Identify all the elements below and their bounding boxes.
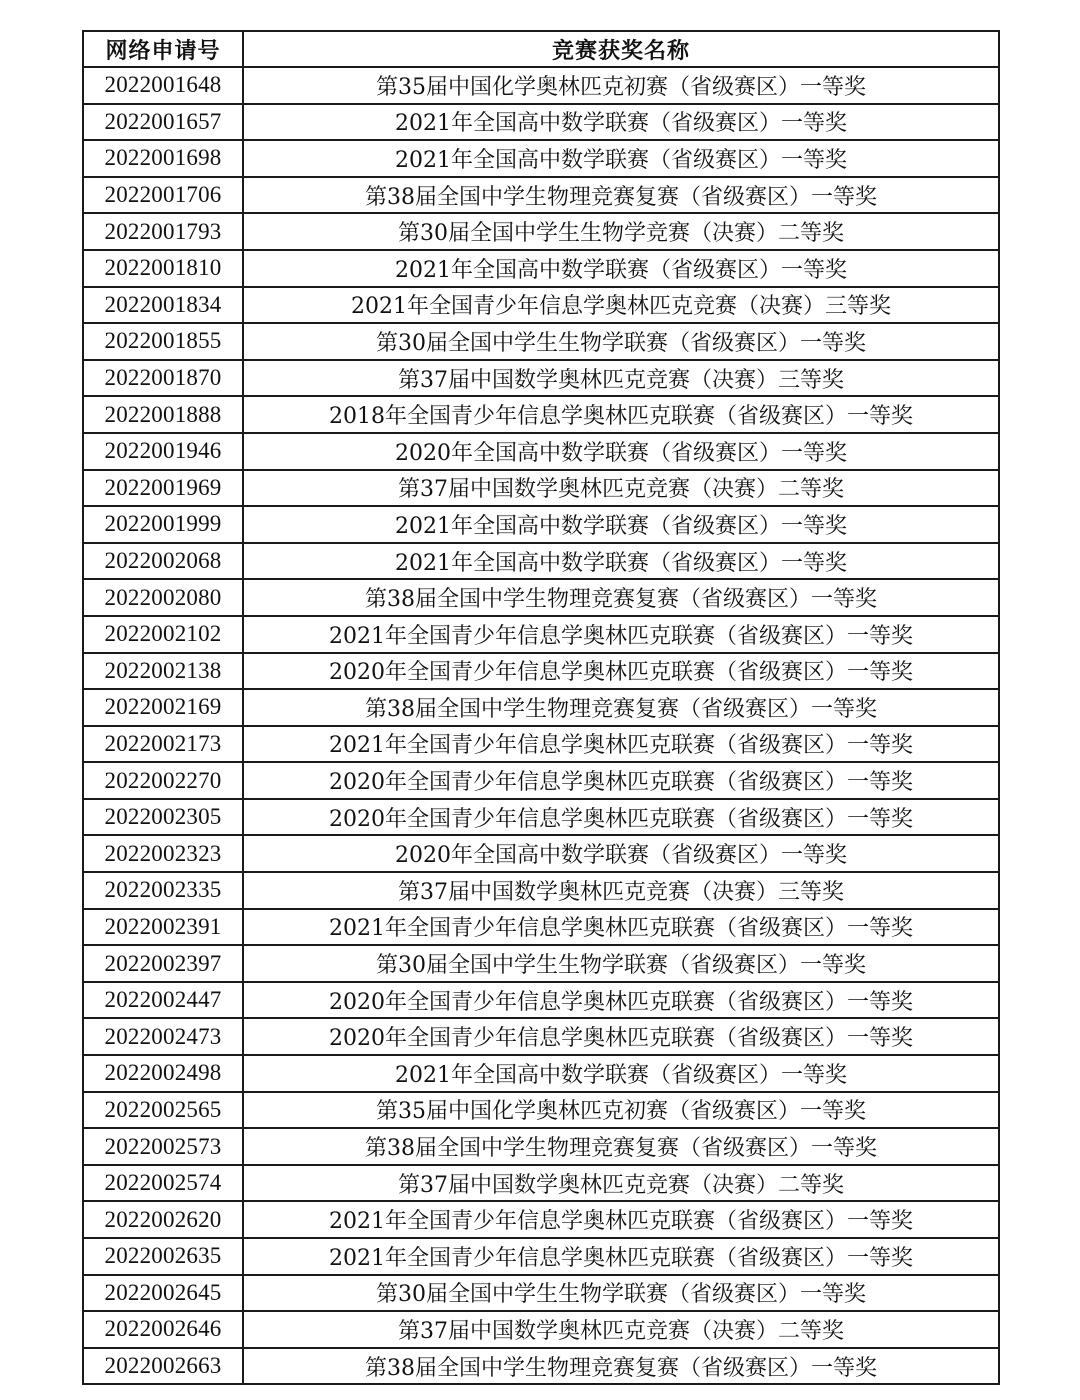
application-no-cell: 2022002645 (83, 1275, 243, 1312)
award-name-cell: 2021年全国高中数学联赛（省级赛区）一等奖 (243, 250, 999, 287)
application-no-cell: 2022002574 (83, 1165, 243, 1202)
table-row (83, 1018, 999, 1055)
table-row (83, 360, 999, 397)
application-no-cell: 2022001793 (83, 213, 243, 250)
application-no-cell: 2022002080 (83, 579, 243, 616)
award-name-cell: 2021年全国青少年信息学奥林匹克联赛（省级赛区）一等奖 (243, 1201, 999, 1238)
award-name-cell: 2021年全国青少年信息学奥林匹克联赛（省级赛区）一等奖 (243, 909, 999, 946)
application-no-cell: 2022001999 (83, 506, 243, 543)
table-row (83, 433, 999, 470)
award-name-cell: 2020年全国青少年信息学奥林匹克联赛（省级赛区）一等奖 (243, 799, 999, 836)
application-no-cell: 2022001706 (83, 177, 243, 214)
header-application-no: 网络申请号 (83, 31, 243, 67)
award-name-cell: 2021年全国青少年信息学奥林匹克竞赛（决赛）三等奖 (243, 287, 999, 324)
award-name-cell: 第37届中国数学奥林匹克竞赛（决赛）三等奖 (243, 360, 999, 397)
application-no-cell: 2022001888 (83, 396, 243, 433)
table-row (83, 1128, 999, 1165)
award-name-cell: 2020年全国青少年信息学奥林匹克联赛（省级赛区）一等奖 (243, 653, 999, 690)
table-row (83, 1238, 999, 1275)
application-no-cell: 2022001810 (83, 250, 243, 287)
table-row (83, 762, 999, 799)
application-no-cell: 2022001698 (83, 140, 243, 177)
application-no-cell: 2022001648 (83, 67, 243, 104)
application-no-cell: 2022002270 (83, 762, 243, 799)
table-row (83, 579, 999, 616)
application-no-cell: 2022001870 (83, 360, 243, 397)
table-row (83, 982, 999, 1019)
award-name-cell: 第38届全国中学生物理竞赛复赛（省级赛区）一等奖 (243, 579, 999, 616)
application-no-cell: 2022002169 (83, 689, 243, 726)
table-row (83, 945, 999, 982)
award-name-cell: 第37届中国数学奥林匹克竞赛（决赛）二等奖 (243, 470, 999, 507)
application-no-cell: 2022002397 (83, 945, 243, 982)
application-no-cell: 2022002620 (83, 1201, 243, 1238)
application-no-cell: 2022002323 (83, 835, 243, 872)
award-name-cell: 2020年全国青少年信息学奥林匹克联赛（省级赛区）一等奖 (243, 1018, 999, 1055)
award-name-cell: 2021年全国高中数学联赛（省级赛区）一等奖 (243, 1055, 999, 1092)
application-no-cell: 2022002305 (83, 799, 243, 836)
table-row (83, 1275, 999, 1312)
table-row (83, 616, 999, 653)
table-header (83, 31, 999, 67)
application-no-cell: 2022002138 (83, 653, 243, 690)
award-name-cell: 2018年全国青少年信息学奥林匹克联赛（省级赛区）一等奖 (243, 396, 999, 433)
table-row (83, 835, 999, 872)
table-row (83, 67, 999, 104)
table-row (83, 909, 999, 946)
table-row (83, 799, 999, 836)
table-row (83, 1348, 999, 1385)
award-name-cell: 第38届全国中学生物理竞赛复赛（省级赛区）一等奖 (243, 1128, 999, 1165)
table-row (83, 140, 999, 177)
award-name-cell: 第37届中国数学奥林匹克竞赛（决赛）二等奖 (243, 1311, 999, 1348)
award-name-cell: 第30届全国中学生生物学联赛（省级赛区）一等奖 (243, 945, 999, 982)
table-row (83, 470, 999, 507)
application-no-cell: 2022002473 (83, 1018, 243, 1055)
table-row (83, 1311, 999, 1348)
table-row (83, 177, 999, 214)
award-name-cell: 第30届全国中学生生物学联赛（省级赛区）一等奖 (243, 323, 999, 360)
application-no-cell: 2022002335 (83, 872, 243, 909)
header-award-name: 竞赛获奖名称 (243, 31, 999, 67)
award-name-cell: 第38届全国中学生物理竞赛复赛（省级赛区）一等奖 (243, 1348, 999, 1385)
application-no-cell: 2022001969 (83, 470, 243, 507)
table-row (83, 506, 999, 543)
table-row (83, 250, 999, 287)
table-row (83, 726, 999, 763)
award-name-cell: 第35届中国化学奥林匹克初赛（省级赛区）一等奖 (243, 1092, 999, 1129)
application-no-cell: 2022001855 (83, 323, 243, 360)
application-no-cell: 2022001657 (83, 104, 243, 141)
table-row (83, 1092, 999, 1129)
table-row (83, 323, 999, 360)
header-row (83, 31, 999, 67)
table-row (83, 689, 999, 726)
award-name-cell: 2020年全国青少年信息学奥林匹克联赛（省级赛区）一等奖 (243, 982, 999, 1019)
award-name-cell: 第35届中国化学奥林匹克初赛（省级赛区）一等奖 (243, 67, 999, 104)
application-no-cell: 2022002068 (83, 543, 243, 580)
application-no-cell: 2022002498 (83, 1055, 243, 1092)
award-name-cell: 2021年全国青少年信息学奥林匹克联赛（省级赛区）一等奖 (243, 1238, 999, 1275)
table-row (83, 287, 999, 324)
table-body (83, 67, 999, 1384)
application-no-cell: 2022002635 (83, 1238, 243, 1275)
application-no-cell: 2022002447 (83, 982, 243, 1019)
application-no-cell: 2022002102 (83, 616, 243, 653)
application-no-cell: 2022002663 (83, 1348, 243, 1385)
table-row (83, 104, 999, 141)
application-no-cell: 2022002565 (83, 1092, 243, 1129)
award-name-cell: 2021年全国高中数学联赛（省级赛区）一等奖 (243, 543, 999, 580)
award-name-cell: 第30届全国中学生生物学竞赛（决赛）二等奖 (243, 213, 999, 250)
table-row (83, 1165, 999, 1202)
application-no-cell: 2022002173 (83, 726, 243, 763)
award-name-cell: 第30届全国中学生生物学联赛（省级赛区）一等奖 (243, 1275, 999, 1312)
award-name-cell: 2021年全国高中数学联赛（省级赛区）一等奖 (243, 506, 999, 543)
award-name-cell: 2020年全国高中数学联赛（省级赛区）一等奖 (243, 433, 999, 470)
award-name-cell: 2021年全国青少年信息学奥林匹克联赛（省级赛区）一等奖 (243, 616, 999, 653)
application-no-cell: 2022002646 (83, 1311, 243, 1348)
table-row (83, 872, 999, 909)
table-row (83, 213, 999, 250)
application-no-cell: 2022002391 (83, 909, 243, 946)
table-row (83, 396, 999, 433)
award-table (82, 30, 1000, 1385)
award-name-cell: 第37届中国数学奥林匹克竞赛（决赛）三等奖 (243, 872, 999, 909)
award-name-cell: 2021年全国高中数学联赛（省级赛区）一等奖 (243, 140, 999, 177)
table-row (83, 1201, 999, 1238)
award-name-cell: 第37届中国数学奥林匹克竞赛（决赛）二等奖 (243, 1165, 999, 1202)
award-name-cell: 2020年全国青少年信息学奥林匹克联赛（省级赛区）一等奖 (243, 762, 999, 799)
application-no-cell: 2022001946 (83, 433, 243, 470)
award-name-cell: 第38届全国中学生物理竞赛复赛（省级赛区）一等奖 (243, 689, 999, 726)
award-name-cell: 第38届全国中学生物理竞赛复赛（省级赛区）一等奖 (243, 177, 999, 214)
table-row (83, 543, 999, 580)
table-row (83, 1055, 999, 1092)
table-row (83, 653, 999, 690)
award-name-cell: 2020年全国高中数学联赛（省级赛区）一等奖 (243, 835, 999, 872)
application-no-cell: 2022002573 (83, 1128, 243, 1165)
award-name-cell: 2021年全国高中数学联赛（省级赛区）一等奖 (243, 104, 999, 141)
award-name-cell: 2021年全国青少年信息学奥林匹克联赛（省级赛区）一等奖 (243, 726, 999, 763)
application-no-cell: 2022001834 (83, 287, 243, 324)
